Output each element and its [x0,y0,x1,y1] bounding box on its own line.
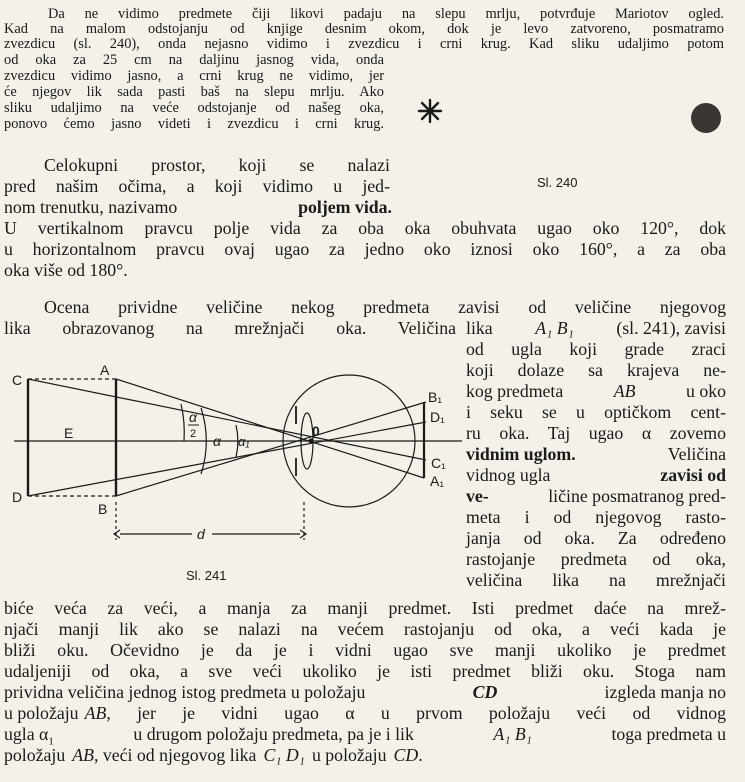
tail-text: toga predmeta u [611,724,726,744]
apparent-text: lika [466,318,493,338]
term-visual-angle: vidnim uglom. [466,444,576,464]
intro-line-7: sliku udaljimo na veće odstojanje od našeg oka, [4,100,384,116]
apparent-line-1: Ocena prividne veličine nekog predmeta zavisi od veličine njegovog [44,297,726,317]
angle-arc-half [181,404,184,441]
label-alpha-half: α [189,409,197,425]
distance-arrow-right [300,530,306,538]
symbol-c1d1: C₁ D₁ [263,745,305,765]
figure-240-caption: Sl. 240 [537,175,578,190]
visual-field-line-5: u horizontalnom pravcu ovaj ugao za jedno oko iznosi oko 160°, a za oba [4,239,726,259]
figure-241-caption: Sl. 241 [186,568,227,583]
label-alpha1: α₁ [238,434,250,449]
tail-text: . [418,745,423,765]
symbol-cd: CD [393,745,419,765]
label-distance: d [197,526,205,542]
right-col-text: Veličina [667,444,726,464]
tail-line-3: bliži oku. Očevidno je da je i vidni ugao sve manji ukoliko je predmet [4,640,726,660]
apparent-line-2-left: lika obrazovanog na mrežnjači oka. Veličina [4,318,456,338]
term-visual-field: poljem vida. [298,197,392,217]
right-col-line-11: rastojanje predmeta od oka, [466,549,726,569]
tail-text: , jer je vidni ugao α u prvom položaju veći od vidnog [106,703,726,723]
label-o: 0 [312,423,320,439]
apparent-text: (sl. 241), zavisi [616,318,726,338]
visual-field-line-3-text: nom trenutku, nazivamo [4,197,178,217]
intro-line-3: zvezdicu (sl. 240), onda nejasno vidimo i zvezdicu i crni krug. Kad sliku udaljimo potom [4,36,724,52]
right-col-text: zavisi od [660,465,726,485]
ray-b [116,402,426,496]
tail-text: izgleda manja no [604,682,726,702]
right-col-text: ličine posmatranog pred- [548,486,726,506]
right-col-text: kog predmeta [466,381,564,401]
label-alpha-half-den: 2 [190,428,197,440]
optical-center-dot [309,439,314,444]
intro-line-5: zvezdicu vidimo jasno, a crni krug ne vidimo, jer [4,68,384,84]
intro-line-8: ponovo ćemo jasno videti i zvezdicu i crni krug. [4,116,384,132]
label-a: A [100,362,110,378]
right-col-text: vidnog ugla [466,465,551,485]
symbol-cd: CD [472,682,498,702]
right-col-line-10: janja od oka. Za određeno [466,528,726,548]
intro-line-1: Da ne vidimo predmete čiji likovi padaju na slepu mrlju, potvrđuje Mariotov ogled. [48,6,724,22]
black-circle [691,103,721,133]
right-col-line-6 [466,444,726,465]
tail-text: prividna veličina jednog istog predmeta u položaju [4,682,366,702]
tail-text: u položaju [4,703,79,723]
label-b: B [98,501,108,517]
label-c1: C₁ [431,455,446,471]
intro-line-4: od oka za 25 cm na daljinu jasnog vida, onda [4,52,384,68]
tail-line-4: udaljeniji od oka, a sve veći ukoliko je isti predmet bliži oku. Stoga nam [4,661,726,681]
tail-line-2: njači manji lik ako se nalazi na većem rastojanju od oka, a veći kada je [4,619,726,639]
symbol-ab: AB [72,745,94,765]
tail-line-8 [4,745,423,766]
right-col-line-2: koji dolaze sa krajeva ne- [466,360,726,380]
symbol-a1b1: A₁ B₁ [535,318,574,338]
tail-subscript: 1 [48,735,54,748]
right-col-text: u oko [685,381,726,401]
visual-field-line-1: Celokupni prostor, koji se nalazi [44,155,390,175]
right-col-line-5: ru oka. Taj ugao α zovemo [466,423,726,443]
asterisk-icon [419,100,441,122]
right-col-text: ve- [466,486,489,506]
right-col-line-4: i seku se u optičkom cent- [466,402,726,422]
tail-line-5 [4,682,726,703]
tail-text: u položaju [311,745,387,765]
right-col-line-12: veličina lika na mrežnjači [466,570,726,590]
tail-line-1: biće veća za veći, a manja za manji predmet. Isti predmet daće na mrež- [4,598,726,618]
label-b1: B₁ [428,389,443,405]
tail-line-6 [4,703,726,724]
figure-241 [6,362,464,562]
tail-text: , veći od njegovog lika [93,745,257,765]
tail-text: u drugom položaju predmeta, pa je i lik [133,724,414,744]
visual-field-line-2: pred našim očima, a koji vidimo u jed- [4,176,390,196]
right-col-line-1: od ugla koji grade zraci [466,339,726,359]
visual-field-line-6: oka više od 180°. [4,260,128,280]
intro-line-2: Kad na malom odstojanju od knjige desnim okom, dok je levo zatvoreno, posmatramo [4,21,724,37]
right-col-line-3 [466,381,726,402]
label-alpha: α [213,433,221,449]
label-e: E [64,425,74,441]
right-col-line-8 [466,486,726,507]
tail-text: položaju [4,745,66,765]
figure-240 [410,88,740,148]
right-col-line-9: meta i od njegovog rasto- [466,507,726,527]
symbol-a1b1: A₁ B₁ [493,724,532,744]
intro-line-6: će njegov lik sada pasti baš na slepu mrlju. Ako [4,84,384,100]
label-d: D [12,489,23,505]
label-c: C [12,372,23,388]
apparent-line-2-right [466,318,726,339]
visual-field-line-3 [4,197,392,218]
tail-text: ugla α [4,724,49,744]
label-d1: D₁ [430,409,445,425]
visual-field-line-4: U vertikalnom pravcu polje vida za oba oka obuhvata ugao oko 120°, dok [4,218,726,238]
label-a1: A₁ [430,473,445,489]
symbol-ab: AB [84,703,107,723]
symbol-ab: AB [613,381,636,401]
right-col-line-7 [466,465,726,486]
distance-arrow-left [114,530,120,538]
